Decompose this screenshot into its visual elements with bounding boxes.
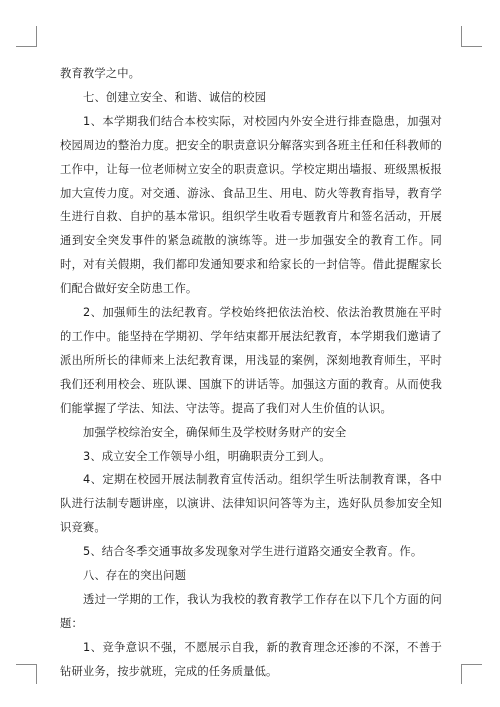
paragraph-item-3: 3、成立安全工作领导小组，明确职责分工到人。 xyxy=(83,449,331,463)
paragraph-problems-intro: 透过一学期的工作，我认为我校的教育教学工作存在以下几个方面的问题： xyxy=(60,592,442,630)
body-text xyxy=(60,62,442,684)
section-heading-8: 八、存在的突出问题 xyxy=(83,569,187,583)
crop-mark-bottom-right-vertical xyxy=(461,664,462,684)
crop-mark-top-right-vertical xyxy=(461,26,462,46)
paragraph-problem-1: 1、竞争意识不强，不愿展示自我，新的教育理念还渗的不深，不善于钻研业务，按步就班，完成的任务质量低。 xyxy=(60,640,442,678)
crop-mark-top-left-horizontal xyxy=(16,46,37,47)
section-heading-7: 七、创建立安全、和谐、诚信的校园 xyxy=(83,90,267,104)
paragraph-continuation: 教育教学之中。 xyxy=(60,67,141,80)
crop-mark-top-right-horizontal xyxy=(461,46,482,47)
crop-mark-bottom-left-horizontal xyxy=(16,664,37,665)
crop-mark-top-left-vertical xyxy=(36,26,37,46)
paragraph-item-4: 4、定期在校园开展法制教育宣传活动。组织学生听法制教育课，各中队进行法制专题讲座，以演讲、法律知识问答等为主，选好队员参加安全知识竞赛。 xyxy=(60,473,442,535)
paragraph-security-subheading: 加强学校综治安全，确保师生及学校财务财产的安全 xyxy=(83,425,347,439)
paragraph-legal-education-item-2: 2、加强师生的法纪教育。学校始终把依法治校、依法治教贯施在平时的工作中。能坚持在学期初、学年结束都开展法纪教育，本学期我们邀请了派出所所长的律师来上法纪教育课，用浅显的案例，深刻地教育师生，平时我们还利用校会、班队课、国旗下的讲话等。加强这方面的教育。从而使我们能掌握了学法、知法、守法等。提高了我们对人生价值的认识。 xyxy=(60,306,442,415)
crop-mark-bottom-right-horizontal xyxy=(461,664,482,665)
paragraph-safety-item-1: 1、本学期我们结合本校实际，对校园内外安全进行排查隐患，加强对校园周边的整治力度。把安全的职责意识分解落实到各班主任和任科教师的工作中，让每一位老师树立安全的职责意识。学校定期出墙报、班级黑板报加大宣传力度。对交通、游泳、食品卫生、用电、防火等教育指导，教育学生进行自救、自护的基本常识。组织学生收看专题教育片和签名活动，开展通到安全突发事件的紧急疏散的演练等。进一步加强安全的教育工作。同时，对有关假期，我们都印发通知要求和给家长的一封信等。借此提醒家长们配合做好安全防患工作。 xyxy=(60,114,442,296)
crop-mark-bottom-left-vertical xyxy=(36,664,37,684)
paragraph-item-5: 5、结合冬季交通事故多发现象对学生进行道路交通安全教育。作。 xyxy=(83,545,423,559)
